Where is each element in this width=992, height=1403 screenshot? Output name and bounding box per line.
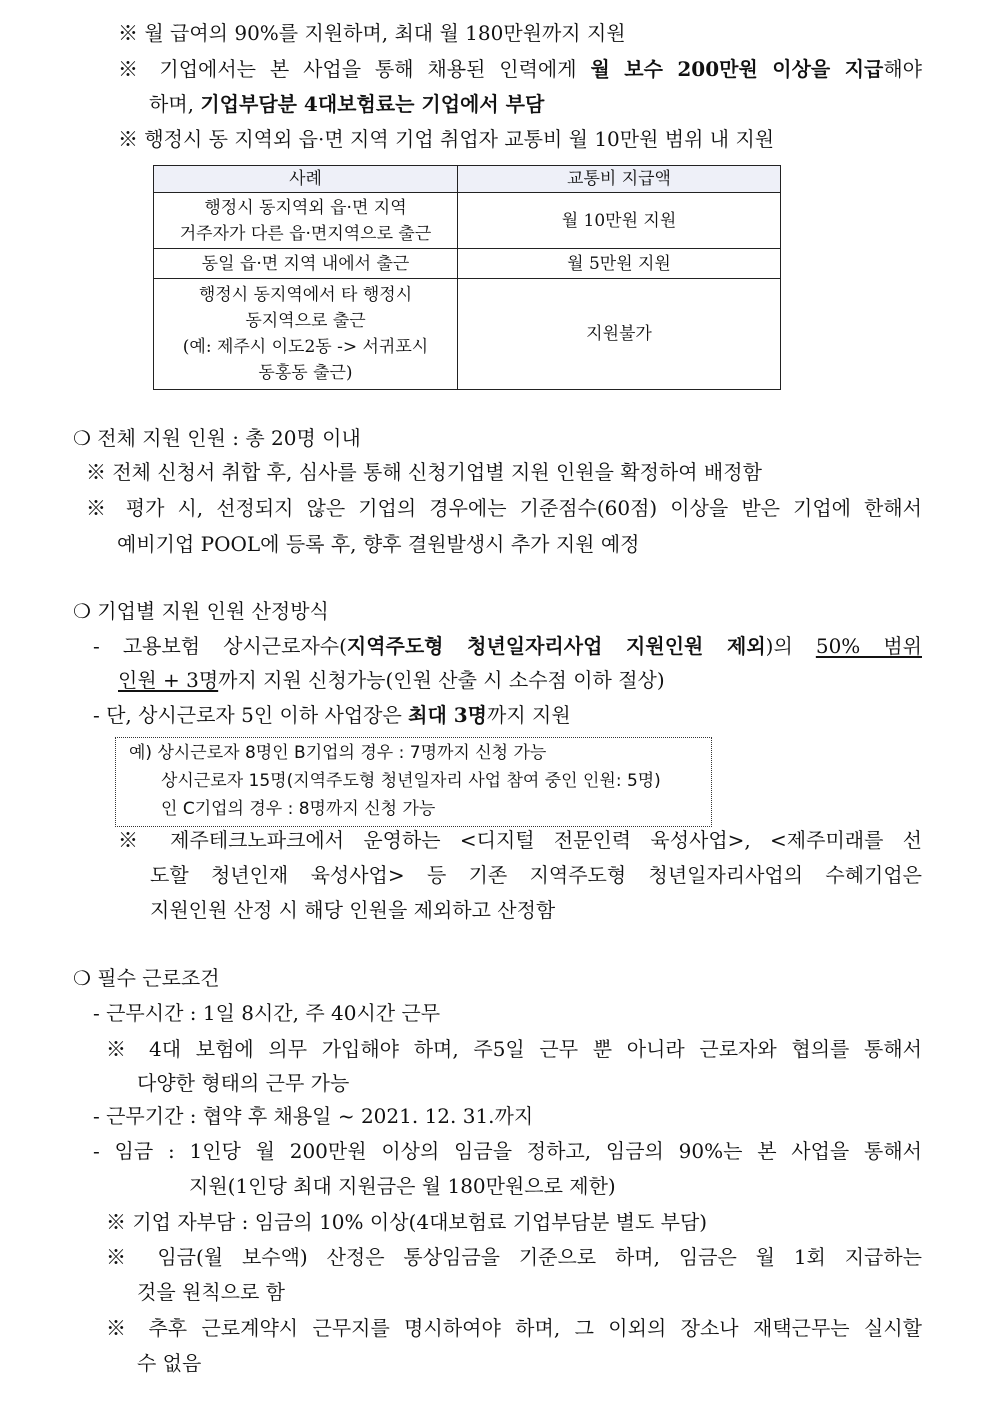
heading-total-support: ❍ 전체 지원 인원 : 총 20명 이내 [73, 426, 361, 450]
calc-item-headcount: - 고용보험 상시근로자수(지역주도형 청년일자리사업 지원인원 제외)의 50% 범위 [93, 634, 922, 658]
condition-period: - 근무기간 : 협약 후 채용일 ~ 2021. 12. 31.까지 [93, 1104, 534, 1128]
note-transport-subsidy: ※ 행정시 동 지역외 읍·면 지역 기업 취업자 교통비 월 10만원 범위 내 지원 [118, 127, 775, 151]
example-line: 예) 상시근로자 8명인 B기업의 경우 : 7명까지 신청 가능 [129, 743, 547, 763]
calc-item-small-business: - 단, 상시근로자 5인 이하 사업장은 최대 3명까지 지원 [93, 703, 571, 727]
note-monthly-support: ※ 월 급여의 90%를 지원하며, 최대 월 180만원까지 지원 [118, 21, 626, 45]
calc-item-headcount-cont: 인원 + 3명까지 지원 신청가능(인원 산출 시 소수점 이하 절상) [118, 668, 665, 692]
note-wage-calculation-cont: 것을 원칙으로 함 [137, 1280, 285, 1304]
note-insurance: ※ 4대 보험에 의무 가입해야 하며, 주5일 근무 뿐 아니라 근로자와 협의를 통해서 [106, 1037, 922, 1061]
note-work-place: ※ 추후 근로계약시 근무지를 명시하여야 하며, 그 이외의 장소나 재택근무는 실시할 [106, 1316, 922, 1340]
case-cell: 행정시 동지역에서 타 행정시 동지역으로 출근 (예: 제주시 이도2동 -> 서귀포시 동홍동 출근) [154, 279, 458, 390]
table-header-row [154, 166, 781, 193]
example-line: 인 C기업의 경우 : 8명까지 신청 가능 [161, 799, 436, 819]
note-work-place-cont: 수 없음 [137, 1351, 202, 1375]
note-wage-requirement: ※ 기업에서는 본 사업을 통해 채용된 인력에게 월 보수 200만원 이상을 지급해야 [118, 57, 922, 81]
heading-calc-method: ❍ 기업별 지원 인원 산정방식 [73, 599, 329, 623]
amount-cell: 월 5만원 지원 [458, 249, 781, 279]
note-existing-beneficiaries-cont: 도할 청년인재 육성사업> 등 기존 지역주도형 청년일자리사업의 수혜기업은 [150, 863, 922, 887]
example-box [115, 737, 712, 827]
example-line: 상시근로자 15명(지역주도형 청년일자리 사업 참여 중인 인원: 5명) [161, 771, 661, 791]
amount-cell: 지원불가 [458, 279, 781, 390]
table-row [154, 249, 781, 279]
header-amount: 교통비 지급액 [458, 166, 781, 193]
note-reserve-pool-cont: 예비기업 POOL에 등록 후, 향후 결원발생시 추가 지원 예정 [117, 532, 640, 556]
condition-hours: - 근무시간 : 1일 8시간, 주 40시간 근무 [93, 1001, 441, 1025]
transport-cost-table [153, 165, 781, 390]
note-wage-requirement-cont: 하며, 기업부담분 4대보험료는 기업에서 부담 [149, 92, 545, 116]
header-case: 사례 [154, 166, 458, 193]
note-reserve-pool: ※ 평가 시, 선정되지 않은 기업의 경우에는 기준점수(60점) 이상을 받은 기업에 한해서 [86, 496, 922, 520]
condition-wage-cont: 지원(1인당 최대 지원금은 월 180만원으로 제한) [189, 1174, 616, 1198]
note-wage-calculation: ※ 임금(월 보수액) 산정은 통상임금을 기준으로 하며, 임금은 월 1회 지급하는 [106, 1245, 922, 1269]
heading-work-conditions: ❍ 필수 근로조건 [73, 966, 220, 990]
note-allocation: ※ 전체 신청서 취합 후, 심사를 통해 신청기업별 지원 인원을 확정하여 배정함 [86, 460, 762, 484]
note-insurance-cont: 다양한 형태의 근무 가능 [137, 1071, 350, 1095]
amount-cell: 월 10만원 지원 [458, 193, 781, 249]
table-row [154, 279, 781, 390]
note-company-burden: ※ 기업 자부담 : 임금의 10% 이상(4대보험료 기업부담분 별도 부담) [106, 1210, 708, 1234]
note-existing-beneficiaries: ※ 제주테크노파크에서 운영하는 <디지털 전문인력 육성사업>, <제주미래를 선 [118, 828, 922, 852]
case-cell: 동일 읍·면 지역 내에서 출근 [154, 249, 458, 279]
case-cell: 행정시 동지역외 읍·면 지역 거주자가 다른 읍·면지역으로 출근 [154, 193, 458, 249]
note-existing-beneficiaries-end: 지원인원 산정 시 해당 인원을 제외하고 산정함 [150, 898, 556, 922]
condition-wage: - 임금 : 1인당 월 200만원 이상의 임금을 정하고, 임금의 90%는 본 사업을 통해서 [93, 1139, 922, 1163]
table-row [154, 193, 781, 249]
